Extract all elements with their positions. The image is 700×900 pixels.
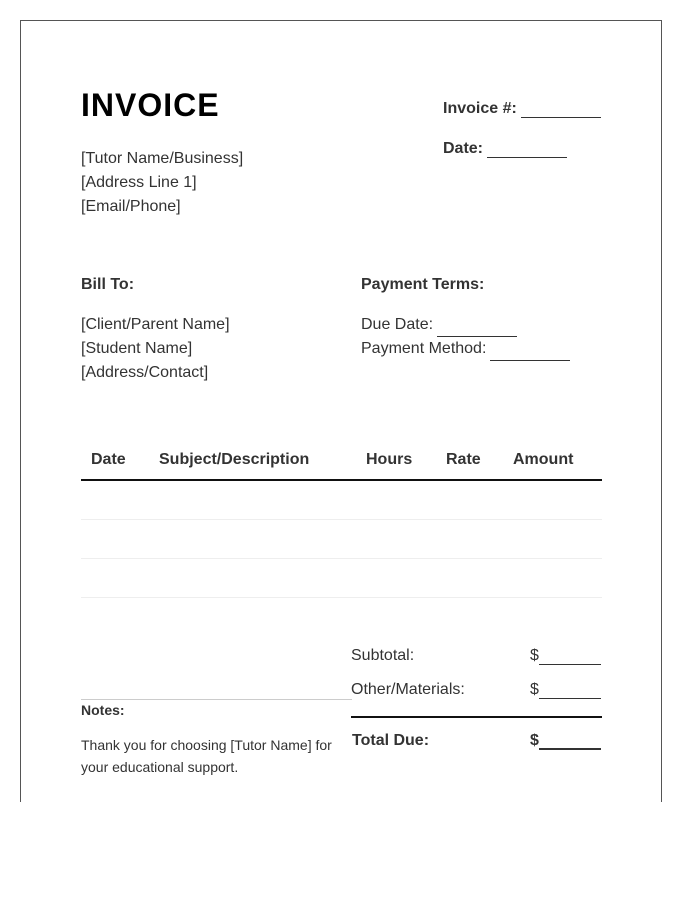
table-row[interactable] (81, 519, 602, 520)
client-name: [Client/Parent Name] (81, 316, 230, 333)
payment-method-label: Payment Method: (361, 340, 487, 357)
other-materials-value[interactable] (530, 681, 601, 699)
column-header-amount: Amount (513, 451, 574, 468)
column-header-description: Subject/Description (159, 451, 310, 468)
bill-to-lines (81, 313, 230, 385)
invoice-date-field (443, 140, 567, 158)
total-currency: $ (530, 732, 539, 749)
payment-method-blank[interactable] (490, 345, 570, 361)
other-materials-label: Other/Materials: (351, 681, 465, 698)
notes-rule (81, 699, 352, 700)
total-blank (539, 734, 601, 750)
bill-to-heading: Bill To: (81, 276, 135, 293)
table-row[interactable] (81, 558, 602, 559)
notes-text: Thank you for choosing [Tutor Name] for your educational support. (81, 737, 332, 775)
subtotal-currency: $ (530, 647, 539, 664)
invoice-date-label: Date: (443, 140, 484, 157)
payment-terms-heading: Payment Terms: (361, 276, 485, 293)
invoice-number-field (443, 100, 601, 118)
tutor-info (81, 147, 243, 219)
subtotal-blank (539, 649, 601, 665)
table-row[interactable] (81, 597, 602, 598)
due-date-label: Due Date: (361, 316, 434, 333)
table-header-rule (81, 479, 602, 481)
other-currency: $ (530, 681, 539, 698)
total-rule (351, 716, 602, 718)
payment-terms-lines (361, 313, 570, 361)
column-header-date: Date (91, 451, 126, 468)
payment-method-field (361, 337, 570, 361)
total-due-value[interactable] (530, 732, 601, 750)
invoice-date-blank[interactable] (487, 142, 567, 158)
other-blank (539, 683, 601, 699)
column-header-rate: Rate (446, 451, 481, 468)
tutor-name: [Tutor Name/Business] (81, 150, 244, 167)
invoice-page (20, 20, 662, 802)
invoice-number-blank[interactable] (521, 102, 601, 118)
due-date-field (361, 313, 570, 337)
tutor-contact: [Email/Phone] (81, 198, 181, 215)
invoice-title: INVOICE (81, 87, 220, 123)
subtotal-label: Subtotal: (351, 647, 415, 664)
student-name: [Student Name] (81, 340, 193, 357)
due-date-blank[interactable] (437, 321, 517, 337)
tutor-address: [Address Line 1] (81, 174, 197, 191)
total-due-label: Total Due: (352, 732, 430, 749)
column-header-hours: Hours (366, 451, 413, 468)
client-contact: [Address/Contact] (81, 364, 209, 381)
notes-heading: Notes: (81, 702, 125, 718)
invoice-number-label: Invoice #: (443, 100, 517, 117)
subtotal-value[interactable] (530, 647, 601, 665)
